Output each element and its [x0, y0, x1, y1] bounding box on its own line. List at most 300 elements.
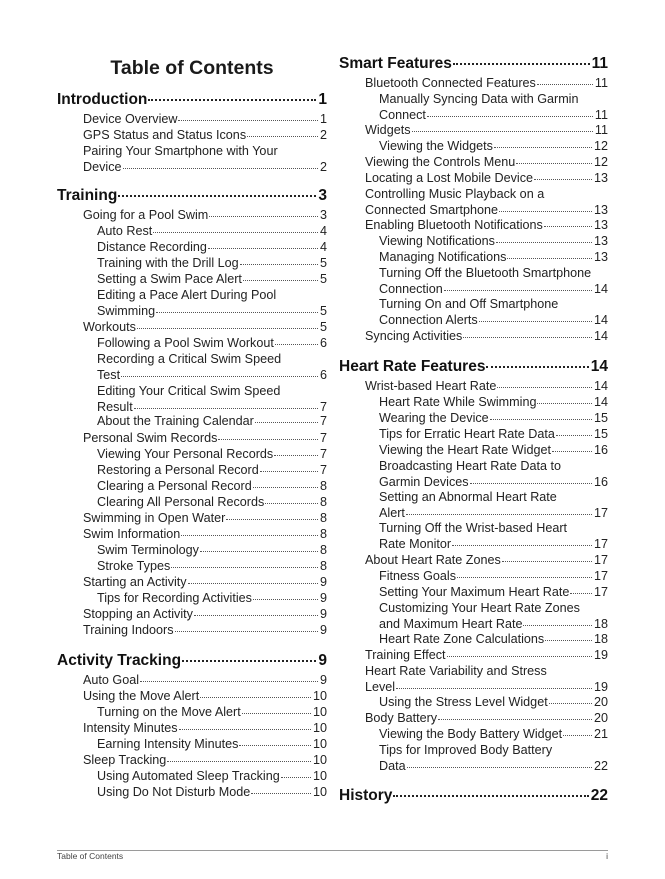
page-number: 21 [593, 727, 608, 741]
page-number: 8 [319, 559, 327, 573]
toc-entry-wrist-based-heart-rate[interactable] [365, 379, 608, 395]
toc-entry-customizing-your-heart-rate-zones-and-maximum-heart-rate[interactable] [379, 601, 608, 632]
toc-entry-swimming-in-open-water[interactable] [83, 511, 327, 527]
dot-leader [497, 387, 592, 388]
toc-entry-about-heart-rate-zones[interactable] [365, 553, 608, 569]
dot-leader [537, 84, 593, 85]
page-number: 14 [590, 358, 608, 375]
page-number: 18 [593, 632, 608, 646]
page-number: 7 [319, 399, 327, 414]
dot-leader [556, 435, 592, 436]
page-number: 9 [319, 575, 327, 589]
dot-leader [171, 567, 318, 568]
page-number: 11 [591, 55, 608, 72]
toc-section-introduction[interactable] [57, 90, 327, 110]
toc-entry-label-line: Customizing Your Heart Rate Zones [379, 601, 580, 615]
page-number: 4 [319, 240, 327, 254]
dot-leader [486, 366, 588, 368]
toc-entry-label: Setting a Swim Pace Alert [97, 272, 242, 286]
toc-entry-label: About the Training Calendar [97, 414, 254, 428]
page-number: 2 [319, 159, 327, 174]
dot-leader [200, 551, 318, 552]
toc-entry-label: Level [365, 679, 396, 694]
toc-entry-label-line: Tips for Improved Body Battery [379, 743, 553, 757]
page-number: 15 [593, 411, 608, 425]
dot-leader [251, 793, 311, 794]
toc-entry-viewing-notifications[interactable] [379, 234, 608, 250]
toc-entry-label: Training Indoors [83, 623, 174, 637]
dot-leader [239, 745, 311, 746]
page-number: 9 [318, 652, 327, 669]
toc-entry-label: Clearing All Personal Records [97, 495, 265, 509]
toc-entry-label: Rate Monitor [379, 536, 452, 551]
toc-entry-label: Managing Notifications [379, 250, 507, 264]
toc-entry-label: Introduction [57, 91, 148, 108]
dot-leader [457, 577, 592, 578]
dot-leader [452, 545, 592, 546]
page-number: 19 [593, 648, 608, 662]
page-number: 10 [312, 705, 327, 719]
toc-entry-viewing-your-personal-records[interactable] [97, 447, 327, 463]
toc-entry-about-the-training-calendar[interactable] [97, 414, 327, 430]
toc-entry-managing-notifications[interactable] [379, 250, 608, 266]
toc-entry-manually-syncing-data-with-garmin-connect[interactable] [379, 92, 608, 123]
toc-entry-viewing-the-heart-rate-widget[interactable] [379, 443, 608, 459]
toc-entry-label: Stopping an Activity [83, 607, 193, 621]
toc-entry-restoring-a-personal-record[interactable] [97, 463, 327, 479]
dot-leader [563, 735, 592, 736]
toc-entry-stroke-types[interactable] [97, 559, 327, 575]
toc-entry-heart-rate-zone-calculations[interactable] [379, 632, 608, 648]
toc-entry-label-line: Turning On and Off Smartphone [379, 297, 559, 311]
dot-leader [181, 535, 318, 536]
toc-entry-label: Connected Smartphone [365, 202, 499, 217]
toc-entry-label: Swimming [97, 303, 156, 318]
toc-entry-wearing-the-device[interactable] [379, 411, 608, 427]
toc-entry-label: Auto Rest [97, 224, 153, 238]
page-number: 10 [312, 689, 327, 703]
dot-leader [178, 120, 318, 121]
dot-leader [156, 312, 318, 313]
toc-entry-label: Test [97, 367, 121, 382]
page-number: 11 [594, 76, 608, 90]
dot-leader [281, 777, 311, 778]
page-number: 12 [593, 155, 608, 169]
dot-leader [118, 195, 316, 197]
toc-entry-label: Smart Features [339, 55, 452, 72]
toc-entry-label-line: Broadcasting Heart Rate Data to [379, 459, 562, 473]
page-number: 3 [318, 187, 327, 204]
dot-leader [134, 408, 318, 409]
toc-entry-label: Using the Move Alert [83, 689, 200, 703]
dot-leader [275, 344, 318, 345]
toc-entry-label: Swim Terminology [97, 543, 199, 557]
dot-leader [545, 640, 592, 641]
dot-leader [549, 703, 592, 704]
page-number: 5 [319, 272, 327, 286]
dot-leader [242, 713, 311, 714]
toc-entry-clearing-all-personal-records[interactable] [97, 495, 327, 511]
toc-entry-turning-on-the-move-alert[interactable] [97, 705, 327, 721]
toc-entry-label: Training [57, 187, 118, 204]
page-number: 14 [593, 281, 608, 296]
toc-entry-personal-swim-records[interactable] [83, 431, 327, 447]
toc-entry-label: Fitness Goals [379, 569, 456, 583]
dot-leader [247, 136, 318, 137]
toc-entry-body-battery[interactable] [365, 711, 608, 727]
toc-entry-recording-a-critical-swim-speed-test[interactable] [97, 352, 327, 383]
toc-entry-following-a-pool-swim-workout[interactable] [97, 336, 327, 352]
toc-entry-heart-rate-while-swimming[interactable] [379, 395, 608, 411]
page-number: 13 [593, 234, 608, 248]
page-number: 9 [319, 607, 327, 621]
dot-leader [502, 561, 592, 562]
toc-entry-label: Setting Your Maximum Heart Rate [379, 585, 570, 599]
toc-entry-label: Connection Alerts [379, 312, 478, 327]
page-number: 3 [319, 208, 327, 222]
page-number: 14 [593, 379, 608, 393]
dot-leader [274, 455, 318, 456]
dot-leader [153, 232, 318, 233]
page-number: 12 [593, 139, 608, 153]
dot-leader [479, 321, 592, 322]
page-number: 13 [593, 202, 608, 217]
toc-entry-label: Intensity Minutes [83, 721, 178, 735]
dot-leader [453, 63, 590, 65]
page-number: 1 [319, 112, 327, 126]
page-number: 19 [593, 679, 608, 694]
toc-entry-label-line: Editing a Pace Alert During Pool [97, 288, 277, 302]
page-number: 8 [319, 479, 327, 493]
toc-entry-label: Turning on the Move Alert [97, 705, 241, 719]
page-number: 11 [594, 107, 608, 122]
toc-entry-label: Enabling Bluetooth Notifications [365, 218, 543, 232]
toc-entry-editing-a-pace-alert-during-pool-swimming[interactable] [97, 288, 327, 319]
toc-section-history[interactable] [339, 786, 608, 806]
toc-entry-label: Result [97, 399, 133, 414]
toc-entry-label: Bluetooth Connected Features [365, 76, 536, 90]
toc-entry-turning-off-the-bluetooth-smartphone-connection[interactable] [379, 266, 608, 297]
dot-leader [167, 761, 311, 762]
toc-entry-label-line: Setting an Abnormal Heart Rate [379, 490, 557, 504]
dot-leader [447, 656, 592, 657]
toc-entry-locating-a-lost-mobile-device[interactable] [365, 171, 608, 187]
page-number: 10 [312, 737, 327, 751]
toc-entry-syncing-activities[interactable] [365, 329, 608, 345]
toc-entry-label: Activity Tracking [57, 652, 182, 669]
dot-leader [393, 795, 588, 797]
dot-leader [121, 376, 318, 377]
toc-entry-enabling-bluetooth-notifications[interactable] [365, 218, 608, 234]
page-number: 13 [593, 250, 608, 264]
page-number: 11 [594, 123, 608, 137]
page-number: 14 [593, 312, 608, 327]
toc-entry-label: Workouts [83, 320, 136, 334]
dot-leader [265, 503, 318, 504]
toc-entry-workouts[interactable] [83, 320, 327, 336]
page-number: 10 [312, 769, 327, 783]
page-number: 14 [593, 329, 608, 343]
page-number: 17 [593, 569, 608, 583]
page-number: 18 [593, 616, 608, 631]
dot-leader [396, 688, 592, 689]
toc-entry-label: Distance Recording [97, 240, 207, 254]
page-number: 17 [593, 553, 608, 567]
toc-entry-tips-for-erratic-heart-rate-data[interactable] [379, 427, 608, 443]
page-number: 8 [319, 543, 327, 557]
toc-entry-label: Following a Pool Swim Workout [97, 336, 274, 350]
toc-section-training[interactable] [57, 186, 327, 206]
dot-leader [407, 767, 592, 768]
dot-leader [537, 403, 592, 404]
page-number: 10 [312, 721, 327, 735]
dot-leader [516, 163, 592, 164]
dot-leader [438, 719, 592, 720]
toc-entry-label: Swimming in Open Water [83, 511, 226, 525]
toc-entry-setting-your-maximum-heart-rate[interactable] [379, 585, 608, 601]
dot-leader [552, 451, 592, 452]
toc-entry-label: Starting an Activity [83, 575, 187, 589]
page-number: 20 [593, 695, 608, 709]
toc-entry-label: Garmin Devices [379, 474, 469, 489]
page-number: 15 [593, 427, 608, 441]
toc-entry-heart-rate-variability-and-stress-level[interactable] [365, 664, 608, 695]
toc-section-heart-rate-features[interactable] [339, 357, 608, 377]
toc-entry-label: Earning Intensity Minutes [97, 737, 239, 751]
toc-entry-training-indoors[interactable] [83, 623, 327, 639]
toc-entry-bluetooth-connected-features[interactable] [365, 76, 608, 92]
toc-entry-sleep-tracking[interactable] [83, 753, 327, 769]
toc-entry-label: Heart Rate While Swimming [379, 395, 537, 409]
dot-leader [137, 328, 318, 329]
toc-entry-using-automated-sleep-tracking[interactable] [97, 769, 327, 785]
toc-entry-label: Using Do Not Disturb Mode [97, 785, 251, 799]
toc-entry-label-line: Pairing Your Smartphone with Your [83, 144, 278, 158]
page-number: 17 [593, 536, 608, 551]
toc-entry-label: and Maximum Heart Rate [379, 616, 523, 631]
toc-entry-label: Viewing the Controls Menu [365, 155, 516, 169]
page-number: 13 [593, 171, 608, 185]
dot-leader [226, 519, 318, 520]
toc-entry-viewing-the-controls-menu[interactable] [365, 155, 608, 171]
footer-divider [57, 850, 608, 851]
page-number: 17 [593, 585, 608, 599]
page-number: 17 [593, 505, 608, 520]
toc-entry-label: Tips for Recording Activities [97, 591, 252, 605]
dot-leader [470, 483, 592, 484]
toc-entry-label: About Heart Rate Zones [365, 553, 501, 567]
dot-leader [182, 660, 316, 662]
dot-leader [200, 697, 311, 698]
toc-entry-label: Body Battery [365, 711, 438, 725]
toc-entry-label: Going for a Pool Swim [83, 208, 209, 222]
dot-leader [507, 258, 592, 259]
page-number: 2 [319, 128, 327, 142]
footer-page-number: i [606, 851, 608, 861]
dot-leader [208, 248, 318, 249]
page-number: 9 [319, 673, 327, 687]
dot-leader [534, 179, 592, 180]
toc-entry-tips-for-recording-activities[interactable] [97, 591, 327, 607]
dot-leader [148, 99, 316, 101]
dot-leader [523, 625, 592, 626]
toc-entry-auto-goal[interactable] [83, 673, 327, 689]
toc-entry-label-line: Recording a Critical Swim Speed [97, 352, 282, 366]
toc-entry-pairing-your-smartphone-with-your-device[interactable] [83, 144, 327, 175]
dot-leader [444, 290, 592, 291]
toc-entry-device-overview[interactable] [83, 112, 327, 128]
toc-entry-training-effect[interactable] [365, 648, 608, 664]
dot-leader [123, 168, 318, 169]
toc-entry-label: Tips for Erratic Heart Rate Data [379, 427, 555, 441]
dot-leader [255, 422, 318, 423]
dot-leader [209, 216, 318, 217]
page-number: 5 [319, 303, 327, 318]
toc-entry-label: Clearing a Personal Record [97, 479, 252, 493]
toc-entry-label: Using the Stress Level Widget [379, 695, 548, 709]
page-number: 1 [318, 91, 327, 108]
footer-section-label: Table of Contents [57, 851, 124, 861]
page-number: 13 [593, 218, 608, 232]
page-number: 5 [319, 320, 327, 334]
toc-entry-label-line: Turning Off the Bluetooth Smartphone [379, 266, 592, 280]
toc-entry-label-line: Controlling Music Playback on a [365, 187, 545, 201]
toc-entry-label-line: Editing Your Critical Swim Speed [97, 384, 281, 398]
toc-entry-starting-an-activity[interactable] [83, 575, 327, 591]
dot-leader [463, 337, 592, 338]
page-number: 5 [319, 256, 327, 270]
dot-leader [490, 419, 592, 420]
toc-entry-gps-status-and-status-icons[interactable] [83, 128, 327, 144]
toc-entry-auto-rest[interactable] [97, 224, 327, 240]
toc-entry-label: Heart Rate Zone Calculations [379, 632, 545, 646]
toc-entry-label: Heart Rate Features [339, 358, 486, 375]
page-number: 8 [319, 495, 327, 509]
toc-entry-label: Swim Information [83, 527, 181, 541]
toc-entry-setting-a-swim-pace-alert[interactable] [97, 272, 327, 288]
toc-entry-earning-intensity-minutes[interactable] [97, 737, 327, 753]
toc-entry-label: Stroke Types [97, 559, 171, 573]
page-number: 10 [312, 785, 327, 799]
toc-entry-viewing-the-body-battery-widget[interactable] [379, 727, 608, 743]
toc-entry-label: Training with the Drill Log [97, 256, 239, 270]
page-number: 16 [593, 474, 608, 489]
toc-entry-editing-your-critical-swim-speed-result[interactable] [97, 384, 327, 415]
page-number: 9 [319, 623, 327, 637]
page-number: 4 [319, 224, 327, 238]
dot-leader [496, 242, 592, 243]
toc-entry-label-line: Heart Rate Variability and Stress [365, 664, 547, 678]
toc-entry-label: Viewing the Widgets [379, 139, 493, 153]
toc-entry-setting-an-abnormal-heart-rate-alert[interactable] [379, 490, 608, 521]
toc-entry-label: Widgets [365, 123, 411, 137]
toc-section-smart-features[interactable] [339, 54, 608, 74]
toc-entry-viewing-the-widgets[interactable] [379, 139, 608, 155]
toc-entry-label: Training Effect [365, 648, 446, 662]
toc-entry-fitness-goals[interactable] [379, 569, 608, 585]
toc-entry-label: Viewing Your Personal Records [97, 447, 274, 461]
dot-leader [253, 599, 318, 600]
toc-entry-label: Wrist-based Heart Rate [365, 379, 497, 393]
dot-leader [544, 226, 592, 227]
toc-entry-turning-on-and-off-smartphone-connection-alerts[interactable] [379, 297, 608, 328]
toc-entry-label: Locating a Lost Mobile Device [365, 171, 534, 185]
toc-entry-label: Device Overview [83, 112, 178, 126]
page-number: 6 [319, 367, 327, 382]
toc-entry-label: Auto Goal [83, 673, 140, 687]
dot-leader [260, 471, 318, 472]
toc-entry-label: Viewing the Heart Rate Widget [379, 443, 551, 457]
toc-entry-swim-terminology[interactable] [97, 543, 327, 559]
page-number: 14 [593, 395, 608, 409]
page-number: 7 [319, 414, 327, 428]
toc-entry-widgets[interactable] [365, 123, 608, 139]
toc-entry-using-do-not-disturb-mode[interactable] [97, 785, 327, 801]
page-number: 22 [590, 787, 608, 804]
toc-entry-clearing-a-personal-record[interactable] [97, 479, 327, 495]
toc-entry-label: Viewing Notifications [379, 234, 495, 248]
toc-entry-going-for-a-pool-swim[interactable] [83, 208, 327, 224]
dot-leader [499, 211, 592, 212]
toc-entry-label: GPS Status and Status Icons [83, 128, 247, 142]
dot-leader [179, 729, 311, 730]
dot-leader [240, 264, 318, 265]
toc-entry-stopping-an-activity[interactable] [83, 607, 327, 623]
page-number: 10 [312, 753, 327, 767]
dot-leader [243, 280, 318, 281]
toc-entry-using-the-stress-level-widget[interactable] [379, 695, 608, 711]
toc-entry-label: Data [379, 758, 406, 773]
toc-entry-tips-for-improved-body-battery-data[interactable] [379, 743, 608, 774]
dot-leader [253, 487, 318, 488]
page-number: 6 [319, 336, 327, 350]
dot-leader [406, 514, 592, 515]
dot-leader [140, 681, 318, 682]
toc-entry-using-the-move-alert[interactable] [83, 689, 327, 705]
page-number: 16 [593, 443, 608, 457]
dot-leader [570, 593, 592, 594]
page-number: 8 [319, 511, 327, 525]
toc-entry-label: Connection [379, 281, 443, 296]
page-number: 8 [319, 527, 327, 541]
dot-leader [188, 583, 318, 584]
toc-entry-controlling-music-playback-on-a-connected-smartphone[interactable] [365, 187, 608, 218]
dot-leader [427, 116, 593, 117]
toc-entry-intensity-minutes[interactable] [83, 721, 327, 737]
toc-entry-label: Sleep Tracking [83, 753, 167, 767]
toc-entry-label: Wearing the Device [379, 411, 489, 425]
toc-section-activity-tracking[interactable] [57, 651, 327, 671]
dot-leader [194, 615, 318, 616]
toc-entry-turning-off-the-wrist-based-heart-rate-monitor[interactable] [379, 521, 608, 552]
toc-entry-label: Viewing the Body Battery Widget [379, 727, 563, 741]
toc-entry-training-with-the-drill-log[interactable] [97, 256, 327, 272]
toc-entry-label: Using Automated Sleep Tracking [97, 769, 280, 783]
toc-entry-label: Personal Swim Records [83, 431, 218, 445]
toc-entry-swim-information[interactable] [83, 527, 327, 543]
page-number: 7 [319, 447, 327, 461]
toc-entry-distance-recording[interactable] [97, 240, 327, 256]
page-number: 9 [319, 591, 327, 605]
dot-leader [175, 631, 318, 632]
toc-entry-broadcasting-heart-rate-data-to-garmin-devices[interactable] [379, 459, 608, 490]
toc-entry-label-line: Manually Syncing Data with Garmin [379, 92, 579, 106]
page-number: 22 [593, 758, 608, 773]
dot-leader [412, 131, 593, 132]
page-title: Table of Contents [110, 57, 274, 79]
toc-entry-label: Syncing Activities [365, 329, 463, 343]
toc-entry-label: Connect [379, 107, 426, 122]
